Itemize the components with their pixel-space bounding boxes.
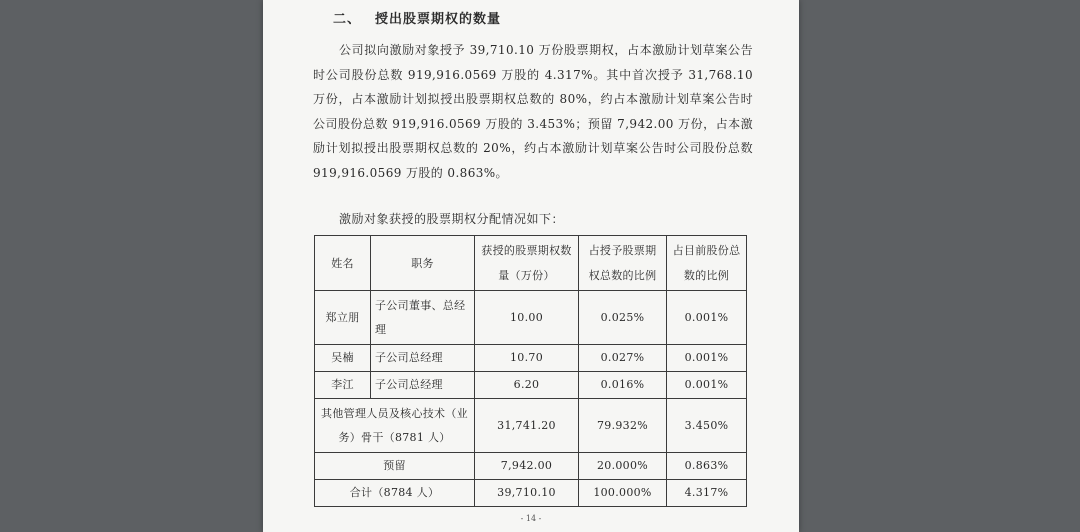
cell-pct-total: 4.317% xyxy=(667,480,747,507)
table-row xyxy=(315,480,747,507)
cell-pct-granted: 0.016% xyxy=(579,372,667,399)
cell-pct-total: 0.001% xyxy=(667,372,747,399)
cell-label: 其他管理人员及核心技术（业务）骨干（8781 人） xyxy=(315,399,475,453)
cell-pct-granted: 0.027% xyxy=(579,345,667,372)
cell-pct-total: 0.001% xyxy=(667,291,747,345)
body-paragraph xyxy=(313,38,753,185)
cell-position: 子公司董事、总经理 xyxy=(371,291,475,345)
cell-pct-granted: 79.932% xyxy=(579,399,667,453)
cell-granted: 10.70 xyxy=(475,345,579,372)
section-number: 二、 xyxy=(333,12,362,27)
cell-position: 子公司总经理 xyxy=(371,372,475,399)
table-row xyxy=(315,372,747,399)
cell-pct-total: 0.863% xyxy=(667,453,747,480)
header-position: 职务 xyxy=(371,236,475,291)
cell-name: 李江 xyxy=(315,372,371,399)
cell-name: 郑立朋 xyxy=(315,291,371,345)
cell-name: 吴楠 xyxy=(315,345,371,372)
cell-granted: 10.00 xyxy=(475,291,579,345)
cell-position: 子公司总经理 xyxy=(371,345,475,372)
table-row xyxy=(315,291,747,345)
allocation-table xyxy=(314,235,747,507)
cell-pct-total: 0.001% xyxy=(667,345,747,372)
cell-granted: 7,942.00 xyxy=(475,453,579,480)
cell-label: 预留 xyxy=(315,453,475,480)
header-granted: 获授的股票期权数量（万份） xyxy=(475,236,579,291)
paragraph-text: 公司拟向激励对象授予 39,710.10 万份股票期权，占本激励计划草案公告时公司股份总数 919,916.0569 万股的 4.317%。其中首次授予 31,768.10 万份，占本激励计划拟授出股票期权总数的 80%，约占本激励计划草案公告时公司股份总数 919,916.0569 万股的 3.453%；预留 7,942.00 万份，占本激励计划拟授出股票期权总数的 20%，约占本激励计划草案公告时公司股份总数 919,916.0569 万股的 0.863%。 xyxy=(313,43,753,180)
table-header-row xyxy=(315,236,747,291)
table-row xyxy=(315,399,747,453)
cell-pct-total: 3.450% xyxy=(667,399,747,453)
cell-pct-granted: 20.000% xyxy=(579,453,667,480)
cell-granted: 39,710.10 xyxy=(475,480,579,507)
table-row xyxy=(315,345,747,372)
document-page xyxy=(263,0,799,532)
header-name: 姓名 xyxy=(315,236,371,291)
cell-granted: 31,741.20 xyxy=(475,399,579,453)
table-row xyxy=(315,453,747,480)
section-heading xyxy=(333,8,501,27)
page-number: - 14 - xyxy=(520,514,542,523)
table-intro: 激励对象获授的股票期权分配情况如下： xyxy=(339,212,565,226)
cell-pct-granted: 100.000% xyxy=(579,480,667,507)
header-pct-granted: 占授予股票期权总数的比例 xyxy=(579,236,667,291)
cell-label: 合计（8784 人） xyxy=(315,480,475,507)
section-title: 授出股票期权的数量 xyxy=(375,12,502,27)
cell-pct-granted: 0.025% xyxy=(579,291,667,345)
cell-granted: 6.20 xyxy=(475,372,579,399)
header-pct-total: 占目前股份总数的比例 xyxy=(667,236,747,291)
